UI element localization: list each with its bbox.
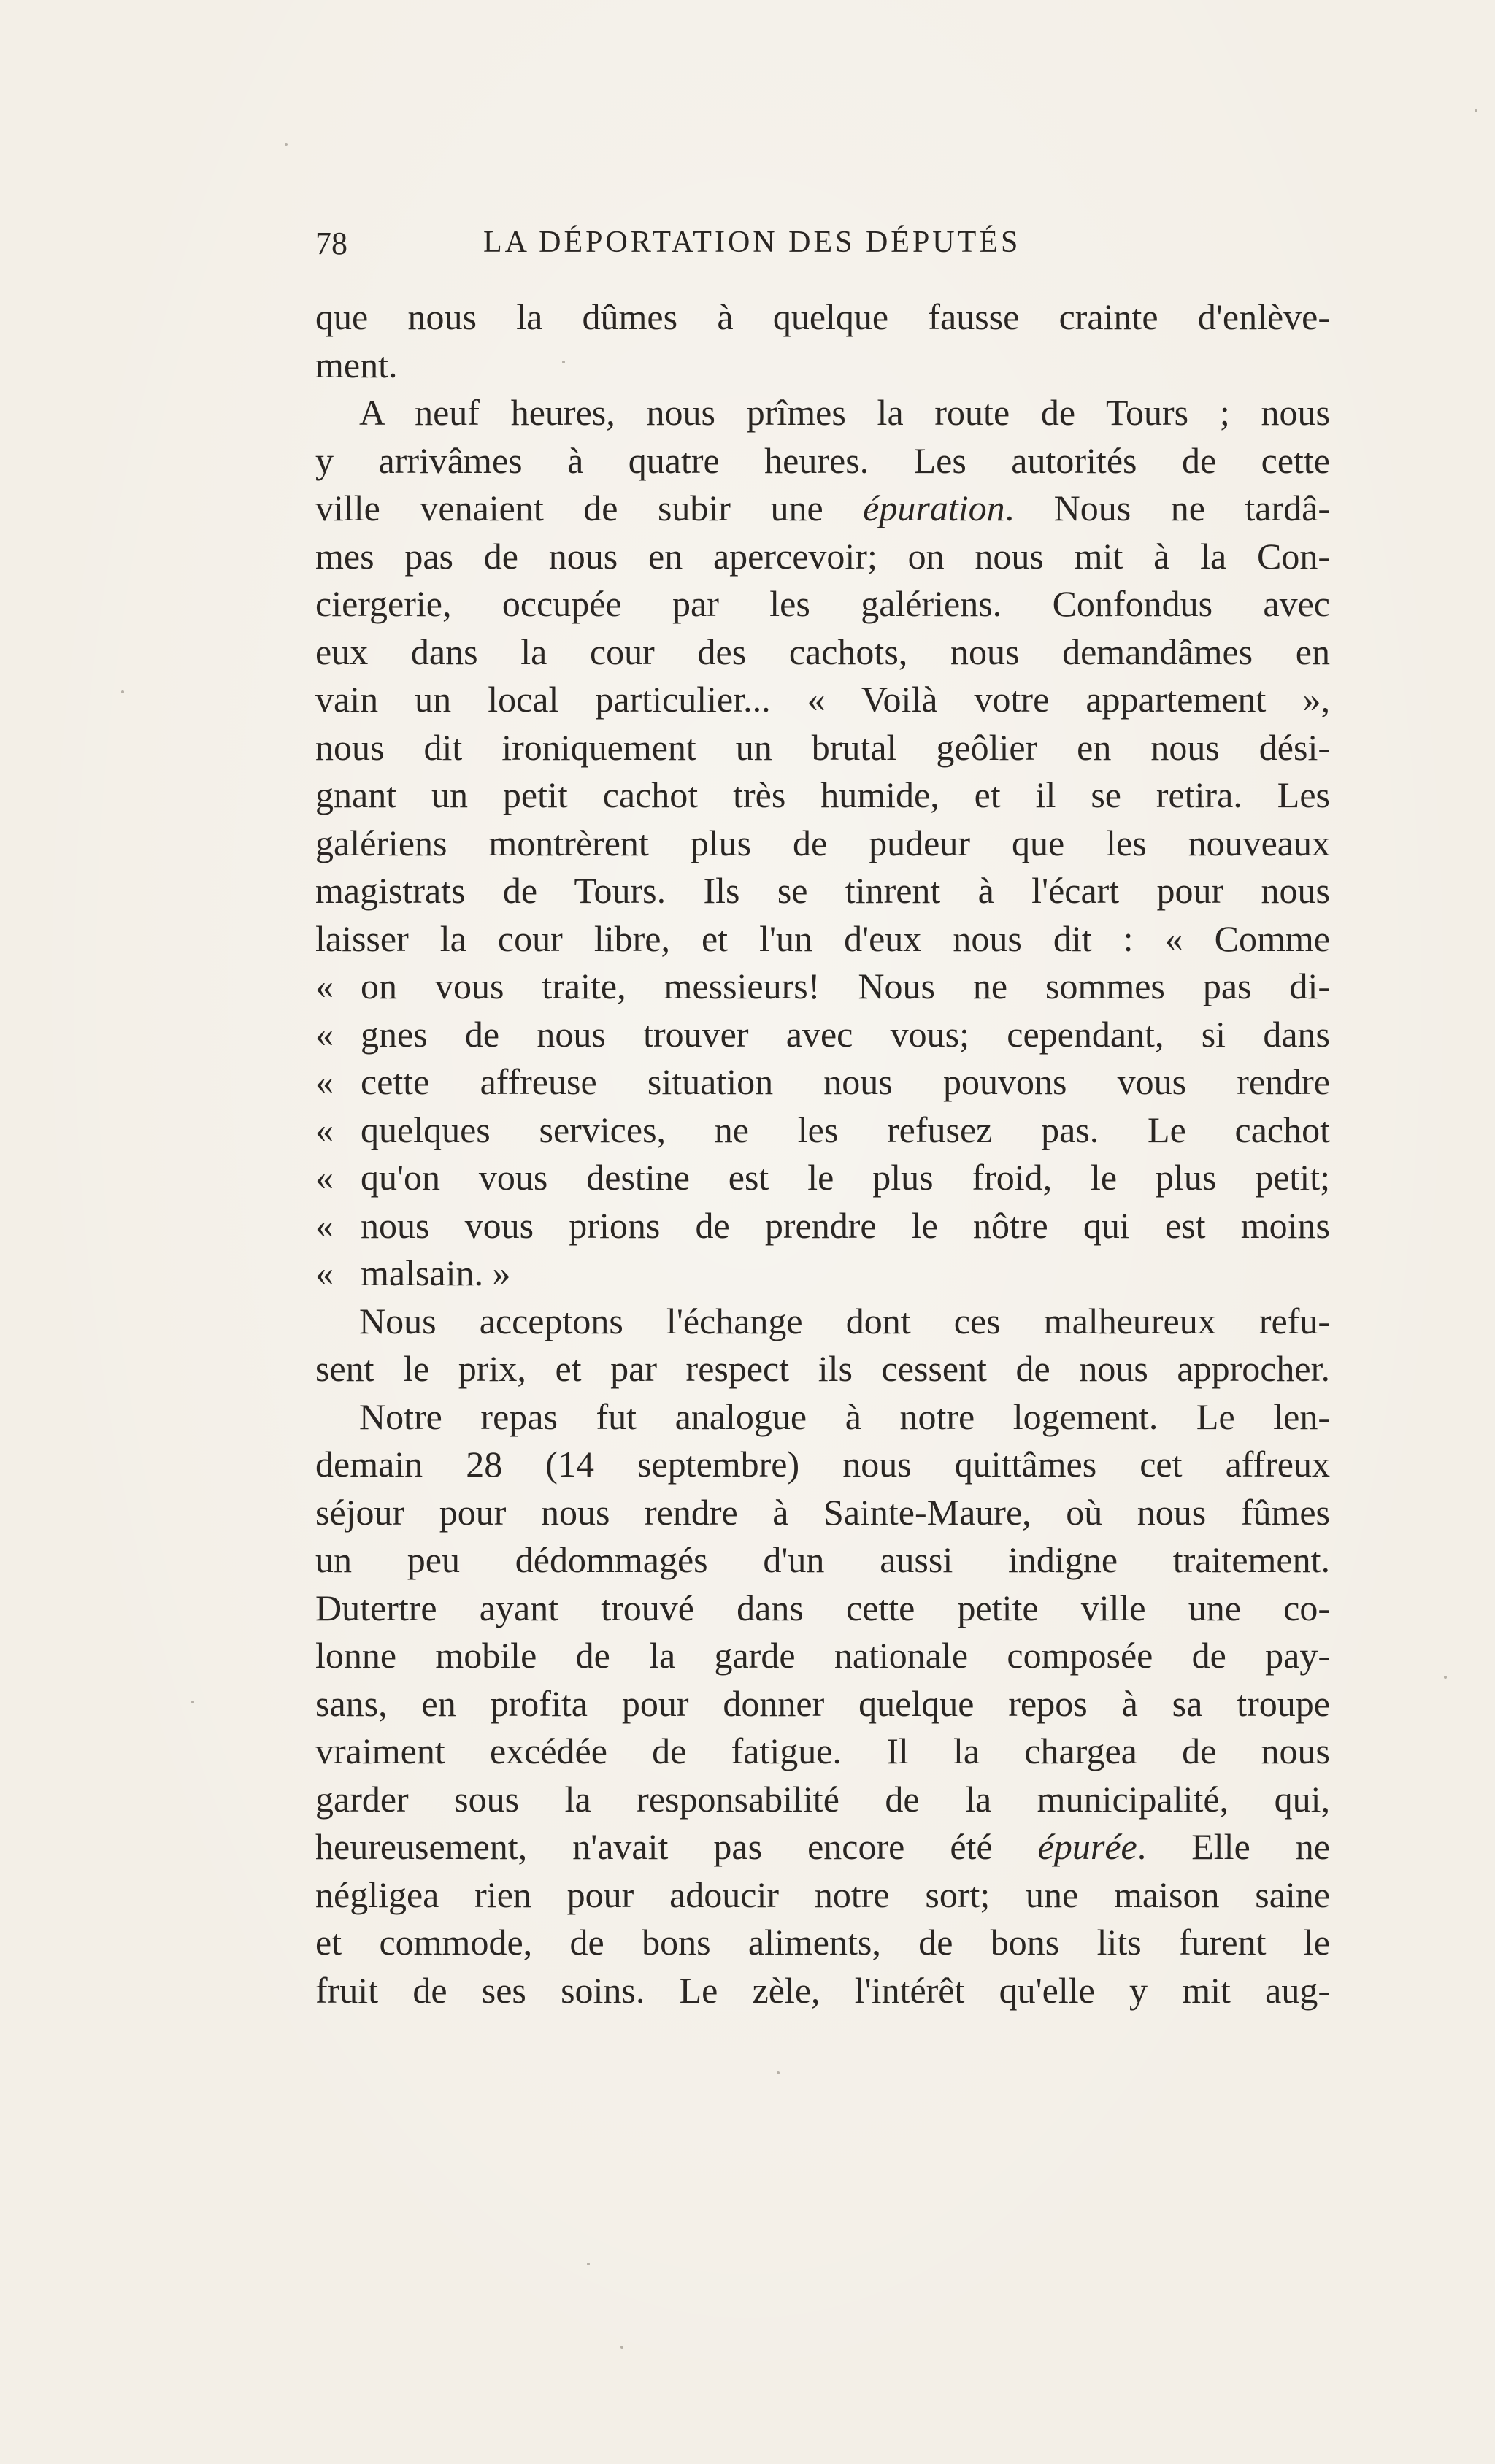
quote-text: cette affreuse situation nous pouvons vous rendre	[361, 1061, 1330, 1102]
italic-term: épurée	[1037, 1826, 1137, 1867]
quote-text: gnes de nous trouver avec vous; cependant, si dans	[361, 1013, 1330, 1055]
speck	[587, 2263, 590, 2265]
text-line	[315, 1823, 1330, 1871]
text-line: négligea rien pour adoucir notre sort; une maison saine	[315, 1874, 1330, 1915]
speck	[121, 690, 124, 693]
quote-mark: «	[315, 1061, 334, 1102]
text-line: ciergerie, occupée par les galériens. Confondus avec	[315, 583, 1330, 624]
text-line: Dutertre ayant trouvé dans cette petite ville une co-	[315, 1587, 1330, 1628]
text-fragment: ville venaient de subir une	[315, 488, 864, 528]
text-line: fruit de ses soins. Le zèle, l'intérêt qu'elle y mit aug-	[315, 1969, 1330, 2011]
quote-text: qu'on vous destine est le plus froid, le plus petit;	[361, 1157, 1330, 1198]
speck	[562, 361, 565, 363]
speck	[191, 1701, 194, 1703]
quote-line	[315, 963, 1330, 1011]
text-line: vain un local particulier... « Voilà votre appartement »,	[315, 679, 1330, 720]
running-title: LA DÉPORTATION DES DÉPUTÉS	[483, 226, 1021, 259]
quote-line	[315, 1250, 1330, 1298]
text-line: y arrivâmes à quatre heures. Les autorités de cette	[315, 439, 1330, 481]
body-text	[315, 293, 1330, 2014]
quote-text: on vous traite, messieurs! Nous ne sommes pas di-	[361, 966, 1330, 1006]
text-fragment: . Nous ne tardâ-	[1004, 488, 1330, 528]
text-line: magistrats de Tours. Ils se tinrent à l'écart pour nous	[315, 870, 1330, 911]
page-number: 78	[315, 226, 347, 261]
quote-mark: «	[315, 1013, 334, 1055]
quote-text: malsain. »	[361, 1252, 511, 1293]
text-fragment: heureusement, n'avait pas encore été	[315, 1826, 1038, 1867]
quote-line	[315, 1154, 1330, 1202]
quote-mark: «	[315, 1109, 334, 1150]
text-line: que nous la dûmes à quelque fausse crainte d'enlève-	[315, 296, 1330, 337]
speck	[285, 143, 288, 146]
text-line: gnant un petit cachot très humide, et il se retira. Les	[315, 774, 1330, 815]
quote-text: nous vous prions de prendre le nôtre qui est moins	[361, 1204, 1330, 1246]
text-line: vraiment excédée de fatigue. Il la chargea de nous	[315, 1730, 1330, 1771]
text-line: sent le prix, et par respect ils cessent de nous approcher.	[315, 1348, 1330, 1389]
text-line: sans, en profita pour donner quelque repos à sa troupe	[315, 1682, 1330, 1724]
speck	[777, 2071, 780, 2074]
text-fragment: . Elle ne	[1137, 1826, 1330, 1867]
quote-text: quelques services, ne les refusez pas. Le cachot	[361, 1109, 1330, 1150]
text-line: Nous acceptons l'échange dont ces malheureux refu-	[359, 1300, 1330, 1341]
text-line	[315, 485, 1330, 533]
text-line: ment.	[315, 344, 398, 385]
text-line: laisser la cour libre, et l'un d'eux nous dit : « Comme	[315, 917, 1330, 959]
text-line: mes pas de nous en apercevoir; on nous mit à la Con-	[315, 535, 1330, 577]
text-line: nous dit ironiquement un brutal geôlier en nous dési-	[315, 726, 1330, 768]
speck	[1475, 109, 1477, 112]
text-line: lonne mobile de la garde nationale composée de pay-	[315, 1635, 1330, 1676]
text-line: eux dans la cour des cachots, nous demandâmes en	[315, 631, 1330, 672]
speck	[1444, 1676, 1447, 1679]
quote-mark: «	[315, 1157, 334, 1198]
quote-line	[315, 1058, 1330, 1106]
quote-line	[315, 1106, 1330, 1155]
text-line: Notre repas fut analogue à notre logement. Le len-	[359, 1395, 1330, 1437]
page-header	[315, 225, 1330, 269]
italic-term: épuration	[863, 488, 1005, 528]
text-line: et commode, de bons aliments, de bons lits furent le	[315, 1922, 1330, 1963]
text-line: garder sous la responsabilité de la municipalité, qui,	[315, 1778, 1330, 1820]
text-line: A neuf heures, nous prîmes la route de Tours ; nous	[359, 392, 1330, 433]
text-line: galériens montrèrent plus de pudeur que les nouveaux	[315, 822, 1330, 863]
text-line: un peu dédommagés d'un aussi indigne traitement.	[315, 1539, 1330, 1580]
quote-line	[315, 1011, 1330, 1059]
quote-mark: «	[315, 1252, 334, 1293]
quote-mark: «	[315, 1204, 334, 1246]
text-line: demain 28 (14 septembre) nous quittâmes cet affreux	[315, 1444, 1330, 1485]
quote-mark: «	[315, 966, 334, 1006]
speck	[620, 2346, 623, 2349]
text-line: séjour pour nous rendre à Sainte-Maure, où nous fûmes	[315, 1491, 1330, 1533]
quote-line	[315, 1202, 1330, 1250]
